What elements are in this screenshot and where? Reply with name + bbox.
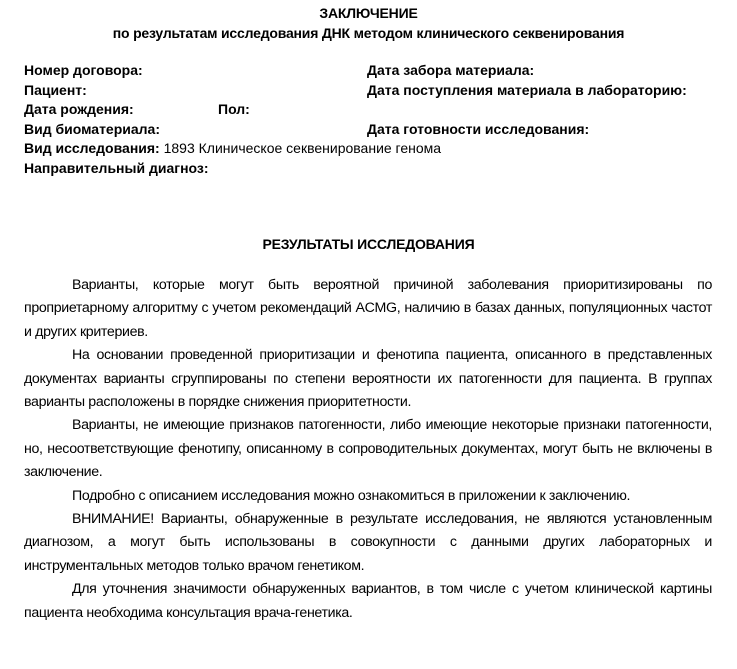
field-sex — [218, 99, 250, 119]
results-paragraph: На основании проведенной приоритизации и фенотипа пациента, описанного в представленных документах варианты сгруппированы по степени вероятности их патогенности для пациента. В группах варианты расположены в порядке снижения приоритетности. — [24, 347, 712, 411]
results-paragraph: Варианты, которые могут быть вероятной причиной заболевания приоритизированы по проприетарному алгоритму с учетом рекомендаций ACMG, наличию в базах данных, популяционных частот и других критериев. — [24, 277, 712, 340]
document-subtitle: по результатам исследования ДНК методом клинического секвенирования — [112, 25, 625, 41]
field-label: Дата поступления материала в лабораторию: — [367, 82, 687, 98]
field-lab-receipt-date — [367, 80, 687, 100]
field-contract-number — [24, 60, 143, 80]
field-birth-date — [24, 99, 134, 119]
field-value: 1893 Клиническое секвенирование генома — [163, 140, 442, 156]
field-study-type — [24, 138, 441, 158]
results-paragraph: Варианты, не имеющие признаков патогенности, либо имеющие некоторые признаки патогенности, но, несоответствующие фенотипу, описанному в сопроводительных документах, могут быть не включены в заключение. — [24, 417, 712, 481]
field-label: Номер договора: — [24, 62, 143, 78]
field-patient — [24, 80, 87, 100]
field-label: Дата готовности исследования: — [367, 121, 590, 137]
results-paragraph: Подробно с описанием исследования можно ознакомиться в приложении к заключению. — [72, 487, 631, 504]
field-label: Пациент: — [24, 82, 87, 98]
field-label: Направительный диагноз: — [24, 160, 209, 176]
document-title: ЗАКЛЮЧЕНИЕ — [319, 5, 418, 21]
field-label: Дата забора материала: — [367, 62, 535, 78]
field-label: Вид исследования: — [24, 140, 160, 156]
results-paragraph: Для уточнения значимости обнаруженных вариантов, в том числе с учетом клинической картины пациента необходима консультация врача-генетика. — [24, 581, 712, 621]
field-label: Пол: — [218, 101, 250, 117]
results-heading: РЕЗУЛЬТАТЫ ИССЛЕДОВАНИЯ — [262, 236, 475, 252]
field-label: Дата рождения: — [24, 101, 134, 117]
field-ready-date — [367, 119, 589, 139]
field-label: Вид биоматериала: — [24, 121, 161, 137]
field-referral-diagnosis — [24, 158, 209, 178]
results-paragraph: ВНИМАНИЕ! Варианты, обнаруженные в результате исследования, не являются установленным диагнозом, а могут быть использованы в совокупности с данными других лабораторных и инструментальных методов только врачом генетиком. — [24, 511, 712, 574]
results-body — [24, 274, 712, 625]
field-biomaterial-type — [24, 119, 160, 139]
field-collection-date — [367, 60, 534, 80]
